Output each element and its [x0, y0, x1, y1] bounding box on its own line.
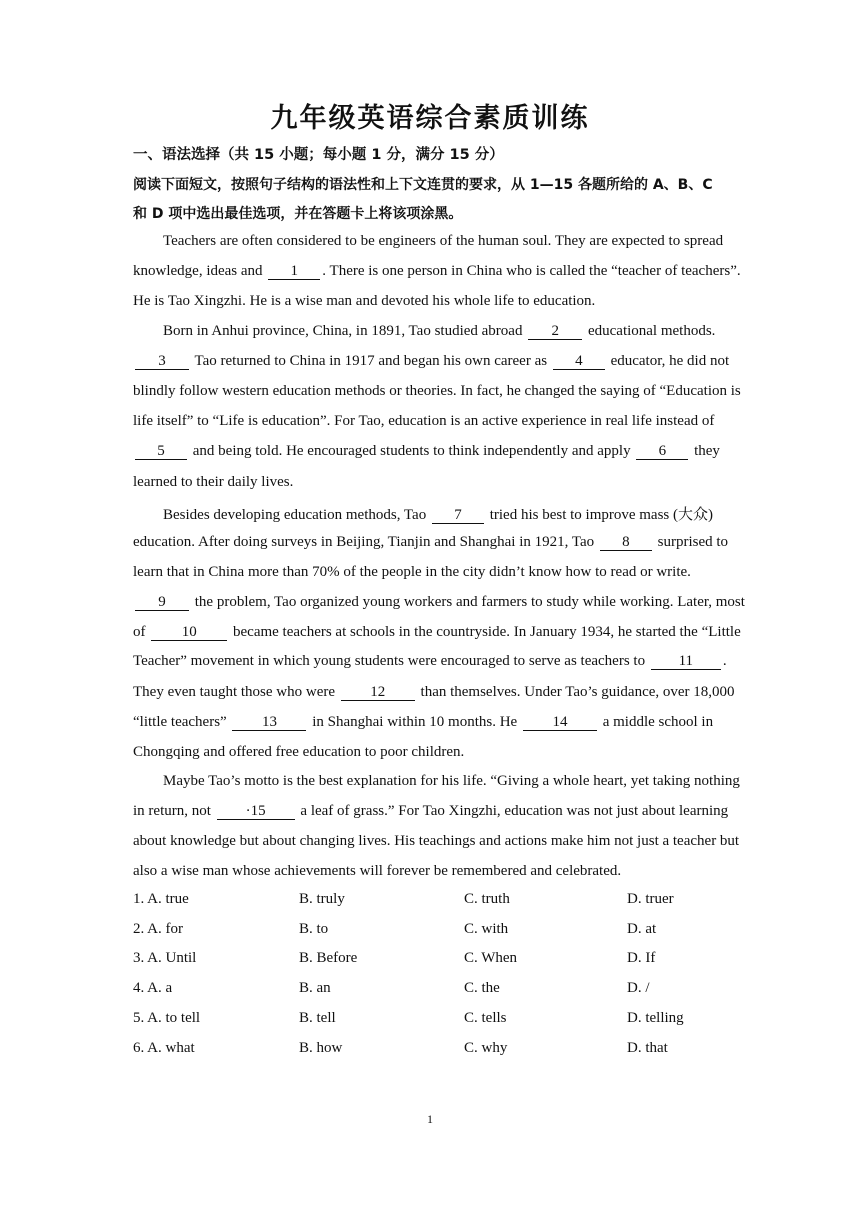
option-b: B. tell [299, 1010, 336, 1026]
passage-line [133, 263, 813, 280]
passage-text: a leaf of grass.” For Tao Xingzhi, education was not just about learning [300, 803, 729, 819]
passage-text: than themselves. Under Tao’s guidance, over 18,000 [420, 684, 735, 700]
instruction-line-1: 阅读下面短文，按照句子结构的语法性和上下文连贯的要求，从 1—15 各题所给的 A、B、C [133, 177, 713, 193]
passage-text: educational methods. [587, 323, 716, 339]
option-c: C. truth [464, 891, 510, 907]
passage-line: Maybe Tao’s motto is the best explanation for his life. “Giving a whole heart, yet taking nothing [163, 773, 740, 789]
passage-line [133, 714, 813, 731]
passage-text: . [722, 653, 727, 669]
blank-3: 3 [135, 354, 189, 370]
blank-10: 10 [151, 625, 227, 641]
option-c: C. the [464, 980, 500, 996]
passage-text: in return, not [133, 803, 211, 819]
option-c: C. When [464, 950, 518, 966]
passage-text: became teachers at schools in the countryside. In January 1934, he started the “Little [233, 624, 741, 640]
passage-text: of [133, 624, 146, 640]
blank-4: 4 [553, 354, 605, 370]
passage-line: learn that in China more than 70% of the people in the city didn’t know how to read or write. [133, 564, 691, 580]
passage-text: Born in Anhui province, China, in 1891, Tao studied abroad [163, 323, 523, 339]
option-a: 4. A. a [133, 980, 173, 996]
passage-text: They even taught those who were [133, 684, 336, 700]
passage-text: educator, he did not [610, 353, 730, 369]
option-d: D. at [627, 921, 657, 937]
passage-text: knowledge, ideas and [133, 263, 263, 279]
passage-line [133, 653, 813, 670]
option-b: B. an [299, 980, 331, 996]
passage-line: life itself” to “Life is education”. For Tao, education is an active experience in real life instead of [133, 413, 715, 429]
option-c: C. with [464, 921, 509, 937]
option-d: D. / [627, 980, 650, 996]
passage-text: “little teachers” [133, 714, 227, 730]
page-number: 1 [427, 1112, 433, 1126]
passage-line: about knowledge but about changing lives. His teachings and actions make him not just a teacher but [133, 833, 740, 849]
blank-9: 9 [135, 595, 189, 611]
page-title: 九年级英语综合素质训练 [270, 103, 590, 134]
passage-text: Teacher” movement in which young students were encouraged to serve as teachers to [133, 653, 646, 669]
passage-text: and being told. He encouraged students to think independently and apply [192, 443, 631, 459]
blank-14: 14 [523, 715, 597, 731]
passage-text: tried his best to improve mass (大众) [489, 507, 714, 523]
passage-text: education. After doing surveys in Beijing, Tianjin and Shanghai in 1921, Tao [133, 534, 595, 550]
passage-line [133, 624, 813, 641]
option-d: D. that [627, 1040, 668, 1056]
passage-line [133, 443, 813, 460]
passage-text: in Shanghai within 10 months. He [312, 714, 518, 730]
passage-line [133, 594, 813, 611]
passage-line: Chongqing and offered free education to poor children. [133, 744, 465, 760]
option-d: D. telling [627, 1010, 684, 1026]
instruction-line-2: 和 D 项中选出最佳选项，并在答题卡上将该项涂黑。 [133, 206, 463, 222]
blank-2: 2 [528, 324, 582, 340]
passage-line [133, 803, 813, 820]
option-a: 1. A. true [133, 891, 189, 907]
option-c: C. tells [464, 1010, 507, 1026]
blank-1: 1 [268, 264, 320, 280]
passage-text: a middle school in [602, 714, 714, 730]
option-b: B. to [299, 921, 329, 937]
passage-text: Tao returned to China in 1917 and began his own career as [194, 353, 548, 369]
option-c: C. why [464, 1040, 508, 1056]
passage-text: the problem, Tao organized young workers and farmers to study while working. Later, most [194, 594, 745, 610]
passage-line: He is Tao Xingzhi. He is a wise man and devoted his whole life to education. [133, 293, 596, 309]
passage-line: Teachers are often considered to be engineers of the human soul. They are expected to spread [163, 233, 724, 249]
passage-line [133, 534, 813, 551]
blank-7: 7 [432, 508, 484, 524]
passage-line [163, 323, 843, 340]
passage-line [133, 684, 813, 701]
option-b: B. Before [299, 950, 358, 966]
option-a: 5. A. to tell [133, 1010, 201, 1026]
option-d: D. truer [627, 891, 674, 907]
option-d: D. If [627, 950, 656, 966]
passage-text: surprised to [657, 534, 729, 550]
option-a: 6. A. what [133, 1040, 195, 1056]
blank-12: 12 [341, 685, 415, 701]
blank-6: 6 [636, 444, 688, 460]
passage-text: Besides developing education methods, Tao [163, 507, 427, 523]
blank-8: 8 [600, 535, 652, 551]
passage-line: learned to their daily lives. [133, 474, 294, 490]
option-b: B. truly [299, 891, 345, 907]
option-a: 2. A. for [133, 921, 183, 937]
option-a: 3. A. Until [133, 950, 197, 966]
passage-text: they [694, 443, 720, 459]
passage-line [163, 503, 843, 524]
passage-line: also a wise man whose achievements will forever be remembered and celebrated. [133, 863, 622, 879]
blank-5: 5 [135, 444, 187, 460]
blank-15: ·15 [217, 804, 295, 820]
blank-13: 13 [232, 715, 306, 731]
section-heading: 一、语法选择（共 15 小题；每小题 1 分，满分 15 分） [133, 147, 504, 163]
blank-11: 11 [651, 654, 721, 670]
passage-text: . There is one person in China who is called the “teacher of teachers”. [322, 263, 741, 279]
option-b: B. how [299, 1040, 343, 1056]
passage-line: blindly follow western education methods or theories. In fact, he changed the saying of “Education is [133, 383, 741, 399]
passage-line [133, 353, 813, 370]
